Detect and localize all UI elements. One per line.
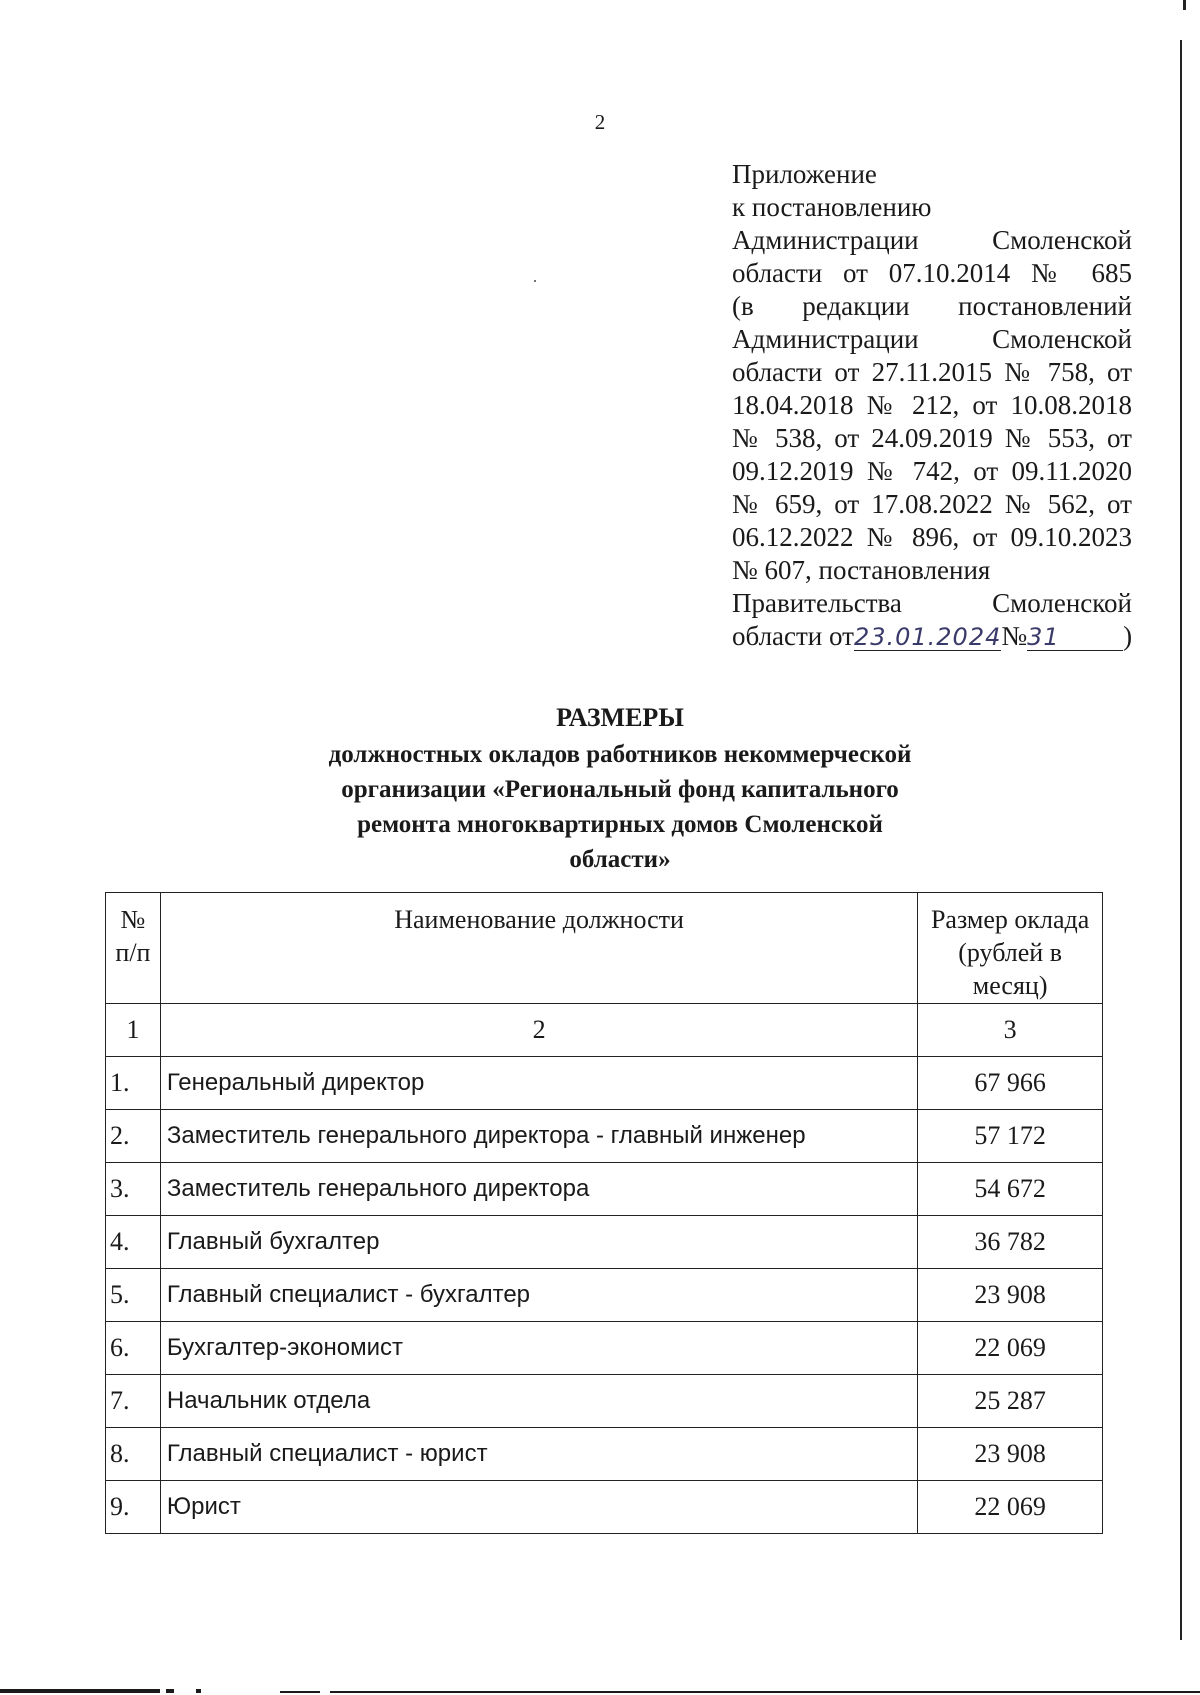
appendix-line: Приложение — [732, 159, 877, 189]
scan-right-edge-line — [1180, 40, 1182, 1640]
table-row — [106, 1375, 1103, 1428]
salary-table — [105, 892, 1103, 1534]
title-line-2: организации «Региональный фонд капитального — [341, 776, 899, 803]
table-body — [106, 1004, 1103, 1534]
scan-bottom-edge — [0, 1685, 1200, 1695]
salary-amount: 25 287 — [918, 1375, 1103, 1428]
position-name: Бухгалтер-экономист — [160, 1322, 917, 1375]
table-header-row — [106, 893, 1103, 1004]
scan-edge-segment — [280, 1691, 320, 1693]
row-number: 9. — [106, 1481, 161, 1534]
title-main: РАЗМЕРЫ — [556, 703, 684, 732]
appendix-number-sign: № — [1001, 621, 1028, 651]
header-size-line-3: месяц) — [972, 971, 1048, 1000]
scan-corner-mark — [1183, 0, 1186, 10]
table-row — [106, 1428, 1103, 1481]
row-number: 5. — [106, 1269, 161, 1322]
appendix-closing-paren: ) — [1123, 621, 1133, 651]
appendix-line: Правительства Смоленской — [732, 588, 1132, 618]
appendix-line: № 607, постановления — [732, 555, 991, 585]
scan-edge-segment — [166, 1689, 174, 1693]
appendix-line: № 538, от 24.09.2019 № 553, от — [732, 423, 1132, 453]
appendix-line: 06.12.2022 № 896, от 09.10.2023 — [732, 522, 1132, 552]
salary-amount: 22 069 — [918, 1322, 1103, 1375]
appendix-line: Администрации Смоленской — [732, 225, 1132, 255]
row-number: 6. — [106, 1322, 161, 1375]
header-size-line-1: Размер оклада — [930, 905, 1090, 934]
column-index-2: 2 — [160, 1004, 917, 1057]
title-line-1: должностных окладов работников некоммерческой — [328, 741, 912, 768]
position-name: Главный специалист - бухгалтер — [160, 1269, 917, 1322]
scan-edge-segment — [196, 1689, 201, 1693]
position-name: Главный специалист - юрист — [160, 1428, 917, 1481]
salary-amount: 36 782 — [918, 1216, 1103, 1269]
header-number-line-2: п/п — [115, 938, 151, 967]
header-number — [106, 893, 161, 1004]
position-name: Главный бухгалтер — [160, 1216, 917, 1269]
handwritten-underline — [1083, 624, 1123, 651]
scan-edge-segment — [0, 1689, 160, 1693]
table-row — [106, 1216, 1103, 1269]
table-row — [106, 1163, 1103, 1216]
header-number-line-1: № — [120, 905, 146, 934]
appendix-line: 09.12.2019 № 742, от 09.11.2020 — [732, 456, 1132, 486]
appendix-line: к постановлению — [732, 192, 932, 222]
salary-amount: 22 069 — [918, 1481, 1103, 1534]
appendix-last-prefix: области от — [732, 621, 854, 651]
appendix-line: области от 07.10.2014 № 685 — [732, 258, 1132, 288]
salary-amount: 67 966 — [918, 1057, 1103, 1110]
position-name: Заместитель генерального директора - главный инженер — [160, 1110, 917, 1163]
scan-edge-segment — [330, 1691, 1200, 1693]
position-name: Заместитель генерального директора — [160, 1163, 917, 1216]
position-name: Начальник отдела — [160, 1375, 917, 1428]
position-name: Юрист — [160, 1481, 917, 1534]
title-line-3: ремонта многоквартирных домов Смоленской — [357, 811, 883, 838]
appendix-line: 18.04.2018 № 212, от 10.08.2018 — [732, 390, 1132, 420]
page-number: 2 — [594, 110, 606, 134]
salary-amount: 23 908 — [918, 1269, 1103, 1322]
appendix-block — [732, 158, 1132, 653]
appendix-line: области от 27.11.2015 № 758, от — [732, 357, 1132, 387]
salary-amount: 54 672 — [918, 1163, 1103, 1216]
appendix-line: (в редакции постановлений — [732, 291, 1132, 321]
salary-amount: 57 172 — [918, 1110, 1103, 1163]
position-name: Генеральный директор — [160, 1057, 917, 1110]
scan-speck — [534, 280, 536, 282]
header-size-line-2: (рублей в — [958, 938, 1062, 967]
column-index-row — [106, 1004, 1103, 1057]
header-salary-size — [918, 893, 1103, 1004]
table-row — [106, 1269, 1103, 1322]
table-row — [106, 1110, 1103, 1163]
handwritten-number: 31 — [1027, 624, 1083, 651]
row-number: 2. — [106, 1110, 161, 1163]
row-number: 8. — [106, 1428, 161, 1481]
row-number: 7. — [106, 1375, 161, 1428]
appendix-last-line — [732, 620, 1132, 653]
table-row — [106, 1057, 1103, 1110]
column-index-3: 3 — [918, 1004, 1103, 1057]
salary-amount: 23 908 — [918, 1428, 1103, 1481]
appendix-line: № 659, от 17.08.2022 № 562, от — [732, 489, 1132, 519]
table-row — [106, 1481, 1103, 1534]
handwritten-date: 23.01.2024 — [853, 623, 1002, 651]
row-number: 4. — [106, 1216, 161, 1269]
appendix-lines — [732, 158, 1132, 620]
document-title — [200, 700, 1040, 877]
title-line-4: области» — [569, 846, 671, 873]
table-row — [106, 1322, 1103, 1375]
appendix-line: Администрации Смоленской — [732, 324, 1132, 354]
header-position-name: Наименование должности — [160, 893, 917, 1004]
column-index-1: 1 — [106, 1004, 161, 1057]
row-number: 3. — [106, 1163, 161, 1216]
row-number: 1. — [106, 1057, 161, 1110]
